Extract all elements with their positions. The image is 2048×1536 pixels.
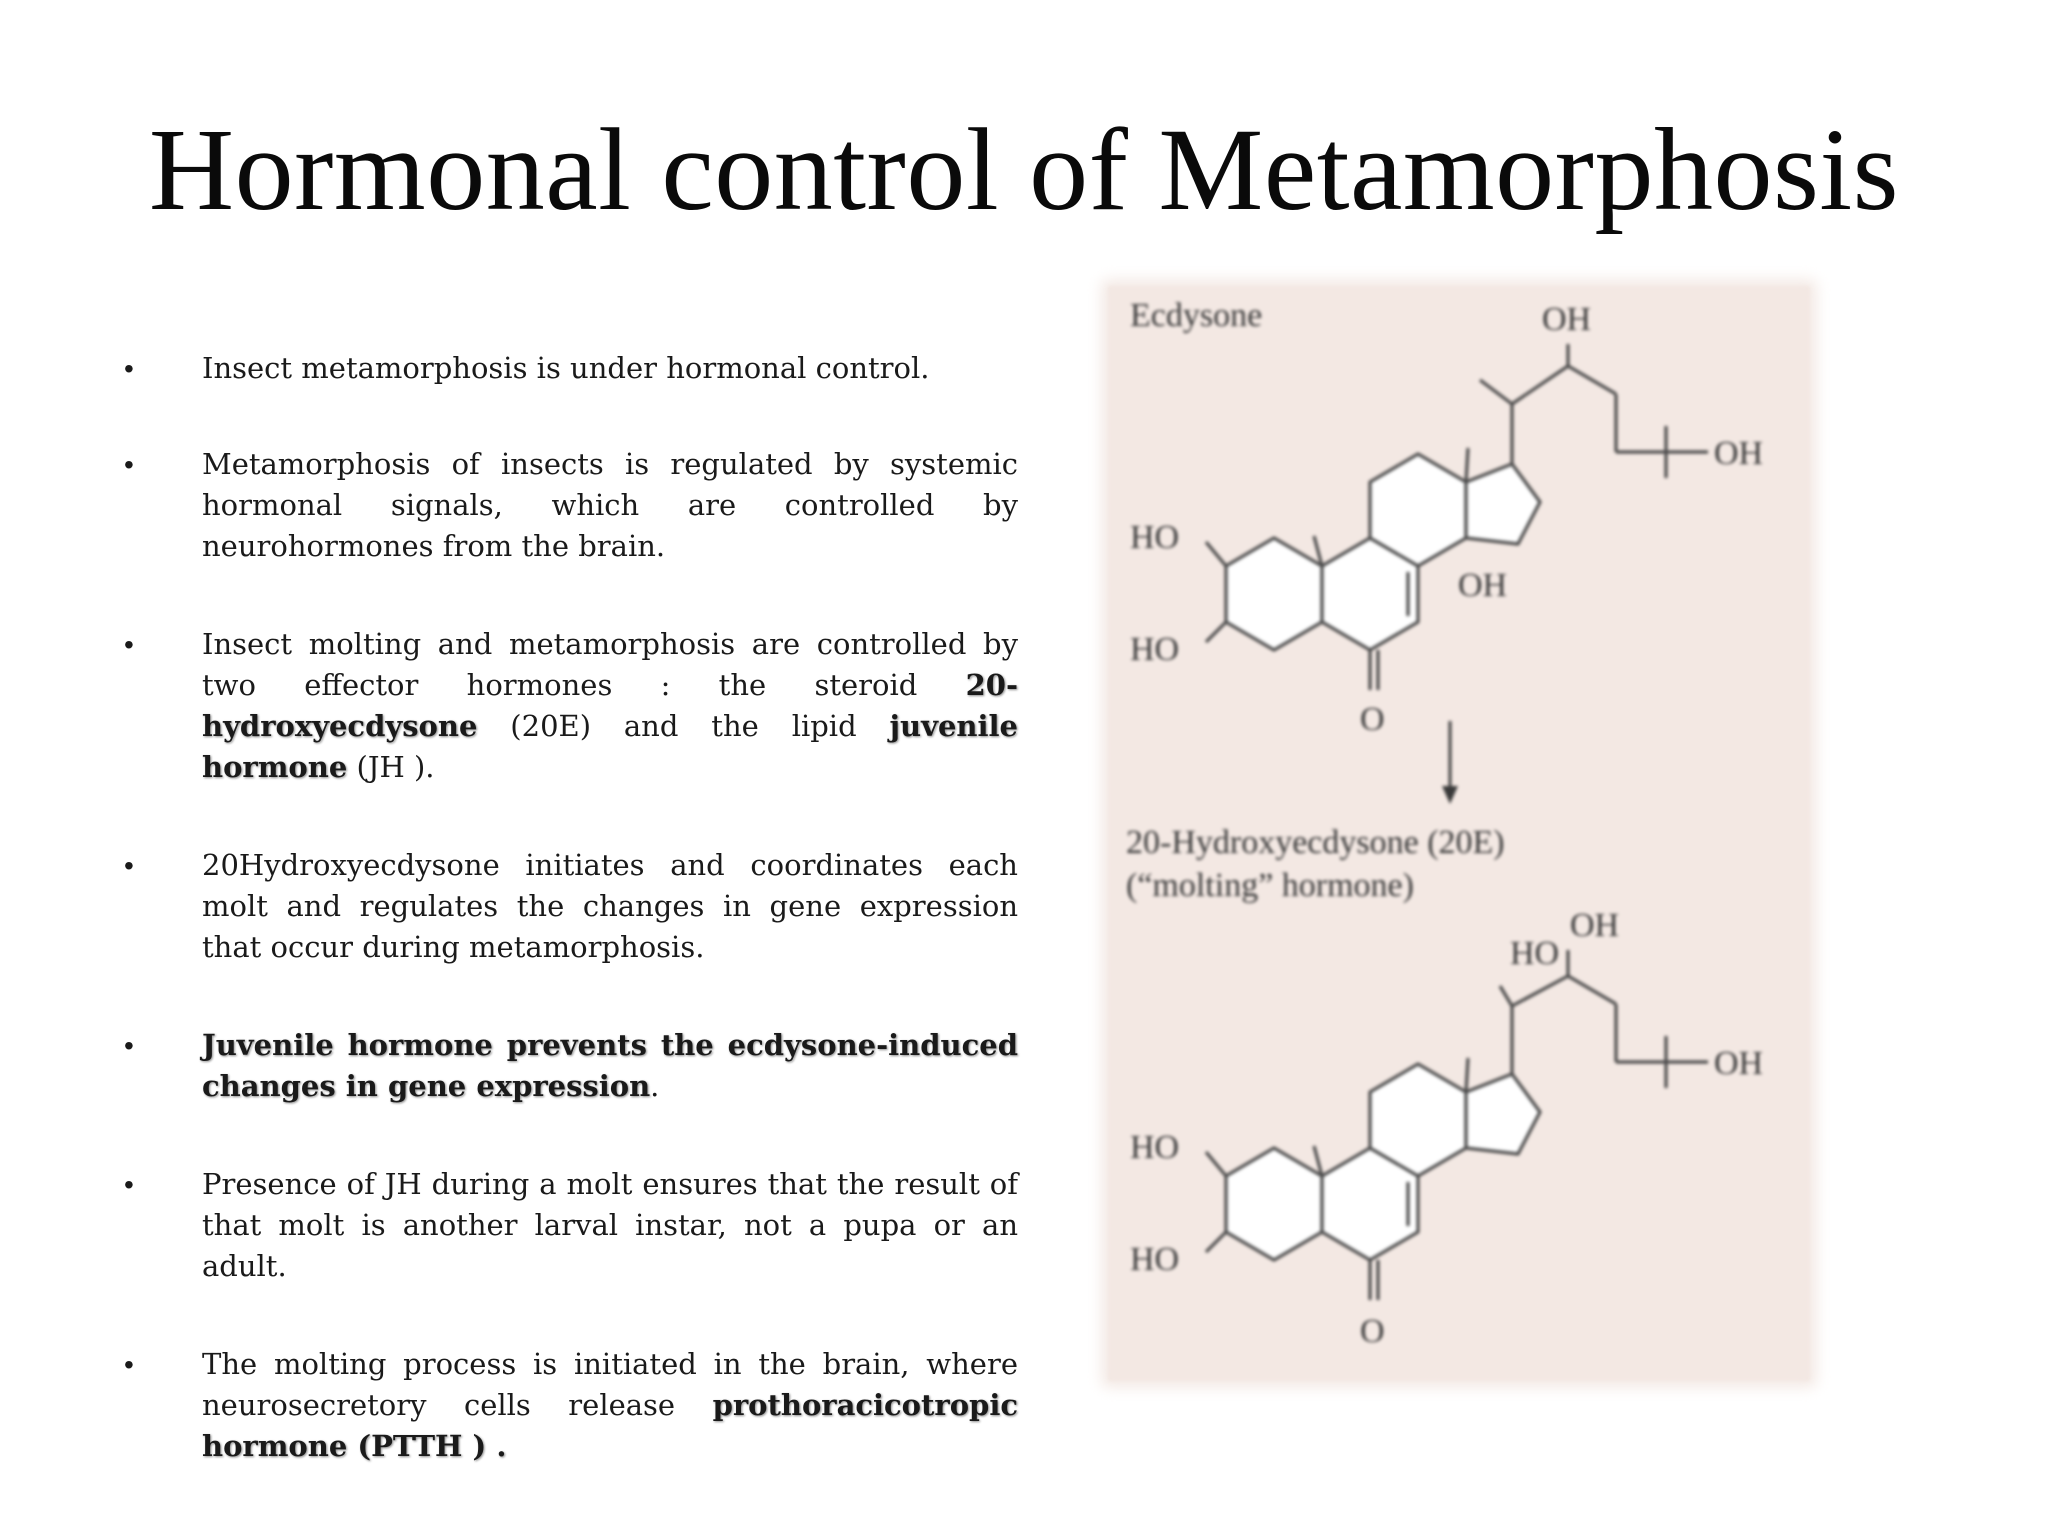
bullet-item [118, 1164, 1018, 1287]
highlight-juvenile-hormone: juvenile hormone [202, 709, 1018, 784]
bullet-text: Metamorphosis of insects is regulated by systemic hormonal signals, which are controlled by neurohormones from the brain. [202, 447, 1018, 563]
highlight-jh-prevents: Juvenile hormone prevents the ecdysone-induced changes in gene expression [202, 1028, 1018, 1103]
ho-group: HO [1130, 631, 1180, 668]
bullet-text: . [650, 1069, 660, 1103]
highlight-ptth: prothoracicotropic hormone (PTTH ) . [202, 1388, 1018, 1463]
oh-group: OH [1570, 907, 1620, 944]
bullet-item [118, 348, 1018, 389]
arrow-head-icon [1442, 786, 1458, 804]
slide-title: Hormonal control of Metamorphosis [148, 104, 1900, 235]
product-label-line1: 20-Hydroxyecdysone (20E) [1126, 824, 1505, 861]
ketone-o: O [1360, 1313, 1385, 1350]
oh-group: OH [1714, 1045, 1764, 1082]
oh-group: OH [1542, 301, 1592, 338]
oh-group: OH [1714, 435, 1764, 472]
bullet-item [118, 1344, 1018, 1467]
ecdysone-structure-figure [1108, 286, 1810, 1381]
bullet-item [118, 1025, 1018, 1107]
ho-group: HO [1510, 935, 1560, 972]
bullet-text: The molting process is initiated in the brain, where neurosecretory cells release [202, 1347, 1018, 1422]
bullet-text: Presence of JH during a molt ensures that the result of that molt is another larval instar, not a pupa or an adult. [202, 1167, 1018, 1283]
bullet-item [118, 444, 1018, 567]
product-label-line2: (“molting” hormone) [1126, 867, 1414, 904]
ho-group: HO [1130, 1129, 1180, 1166]
bullet-text: Insect metamorphosis is under hormonal control. [202, 351, 930, 385]
bullet-item [118, 845, 1018, 968]
bullet-list [118, 348, 1018, 1467]
oh-group: OH [1458, 567, 1508, 604]
bullet-text: 20Hydroxyecdysone initiates and coordinates each molt and regulates the changes in gene expression that occur during metamorphosis. [202, 848, 1018, 964]
bullet-item [118, 624, 1018, 788]
bullet-text: (JH ). [347, 750, 435, 784]
ecdysone-label: Ecdysone [1130, 297, 1263, 334]
ho-group: HO [1130, 1241, 1180, 1278]
ketone-o: O [1360, 701, 1385, 738]
bullet-text: Insect molting and metamorphosis are controlled by two effector hormones : the steroid [202, 627, 1018, 702]
highlight-20-hydroxyecdysone: 20-hydroxyecdysone [202, 668, 1018, 743]
ho-group: HO [1130, 519, 1180, 556]
bullet-text: (20E) and the lipid [477, 709, 890, 743]
hydroxyecdysone-molecule [1130, 907, 1763, 1350]
structure-svg [1108, 286, 1810, 1381]
ecdysone-molecule [1130, 301, 1763, 738]
